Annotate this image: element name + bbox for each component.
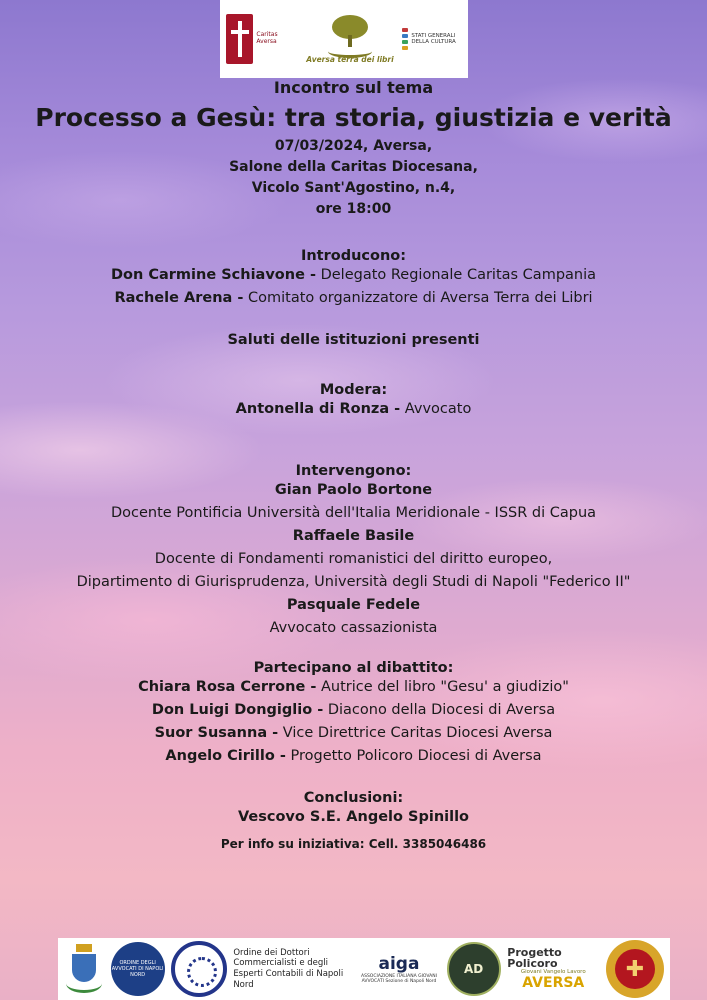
cross-icon: ✚ — [615, 949, 655, 989]
caritas-logo-text: Caritas Aversa — [256, 31, 278, 45]
ad-monogram: AD — [447, 942, 501, 996]
partecipano-heading: Partecipano al dibattito: — [253, 660, 454, 676]
speaker-description: Dipartimento di Giurisprudenza, Università degli Studi di Napoli "Federico II" — [76, 574, 631, 590]
conclusioni-name: Vescovo S.E. Angelo Spinillo — [237, 809, 470, 825]
speaker-description: Docente Pontificia Università dell'Italia Meridionale - ISSR di Capua — [110, 505, 597, 521]
introducono-list — [0, 264, 707, 310]
ordine-avvocati-seal: ORDINE DEGLI AVVOCATI DI NAPOLI NORD — [111, 942, 165, 996]
ordine-avvocati-logo — [111, 940, 165, 998]
introducono-item — [0, 264, 707, 287]
event-time: ore 18:00 — [315, 201, 392, 217]
participant-role: Diacono della Diocesi di Aversa — [327, 702, 556, 718]
intro-label: Incontro sul tema — [273, 78, 434, 97]
speaker-name: Gian Paolo Bortone — [274, 482, 433, 498]
aversa-logo-caption: Aversa terra dei libri — [306, 54, 394, 64]
speaker-name: Raffaele Basile — [292, 528, 415, 544]
top-logo-bar — [220, 0, 468, 78]
partecipante-item — [0, 699, 707, 722]
seal-icon — [606, 940, 664, 998]
speaker-name: Don Carmine Schiavone - — [110, 267, 316, 283]
municipality-crest-logo — [64, 940, 104, 998]
tree-book-icon — [326, 15, 374, 55]
conclusioni-heading: Conclusioni: — [303, 790, 404, 806]
contact-info: Per info su iniziativa: Cell. 3385046486 — [220, 837, 487, 851]
speaker-name: Pasquale Fedele — [286, 597, 421, 613]
event-content — [0, 78, 707, 851]
sponsor-logo-bar — [58, 938, 670, 1000]
partecipante-item — [0, 722, 707, 745]
ring-icon — [171, 941, 227, 997]
policoro-city: AVERSA — [522, 975, 585, 991]
event-info — [0, 136, 707, 220]
introducono-heading: Introducono: — [300, 248, 407, 264]
moderator-role: Avvocato — [404, 401, 472, 417]
participant-name: Don Luigi Dongiglio - — [151, 702, 324, 718]
aiga-logo — [358, 940, 440, 998]
event-venue: Salone della Caritas Diocesana, — [229, 159, 478, 175]
ad-logo — [447, 940, 501, 998]
crest-icon — [64, 944, 104, 994]
speaker-description: Docente di Fondamenti romanistici del diritto europeo, — [154, 551, 553, 567]
moderator-name: Antonella di Ronza - — [235, 401, 401, 417]
stati-logo-text: STATI GENERALI DELLA CULTURA — [411, 32, 456, 45]
aiga-caption: ASSOCIAZIONE ITALIANA GIOVANI AVVOCATI Sezione di Napoli Nord — [361, 973, 437, 984]
books-icon — [402, 28, 409, 50]
event-address: Vicolo Sant'Agostino, n.4, — [251, 180, 456, 196]
intervengono-heading: Intervengono: — [295, 463, 412, 479]
aiga-wordmark: aiga — [378, 953, 420, 974]
participant-role: Progetto Policoro Diocesi di Aversa — [290, 748, 542, 764]
participant-name: Suor Susanna - — [154, 725, 279, 741]
speaker-role: Comitato organizzatore di Aversa Terra dei Libri — [247, 290, 593, 306]
saluti-line: Saluti delle istituzioni presenti — [227, 332, 480, 348]
ordine-commercialisti-logo — [171, 940, 351, 998]
partecipante-item — [0, 676, 707, 699]
partecipano-list — [0, 676, 707, 768]
speaker-role: Delegato Regionale Caritas Campania — [320, 267, 597, 283]
modera-heading: Modera: — [319, 382, 388, 398]
progetto-policoro-logo — [507, 940, 599, 998]
diocesan-seal-logo — [606, 940, 664, 998]
participant-role: Vice Direttrice Caritas Diocesi Aversa — [282, 725, 553, 741]
modera-item — [0, 398, 707, 421]
ordine-commercialisti-text: Ordine dei Dottori Commercialisti e degli Esperti Contabili di Napoli Nord — [233, 947, 344, 990]
policoro-tagline: Giovani Vangelo Lavoro — [520, 969, 586, 975]
partecipante-item — [0, 745, 707, 768]
participant-role: Autrice del libro "Gesu' a giudizio" — [320, 679, 569, 695]
caritas-cross-icon — [226, 14, 253, 64]
intervengono-list — [0, 479, 707, 640]
aversa-terra-dei-libri-logo — [306, 4, 394, 74]
caritas-logo — [226, 4, 298, 74]
introducono-item — [0, 287, 707, 310]
participant-name: Angelo Cirillo - — [165, 748, 286, 764]
event-date-place: 07/03/2024, Aversa, — [274, 138, 433, 154]
speaker-name: Rachele Arena - — [114, 290, 244, 306]
stati-generali-logo — [402, 4, 462, 74]
event-title: Processo a Gesù: tra storia, giustizia e verità — [35, 103, 672, 132]
participant-name: Chiara Rosa Cerrone - — [138, 679, 317, 695]
policoro-title: Progetto Policoro — [507, 946, 562, 970]
speaker-description: Avvocato cassazionista — [269, 620, 438, 636]
